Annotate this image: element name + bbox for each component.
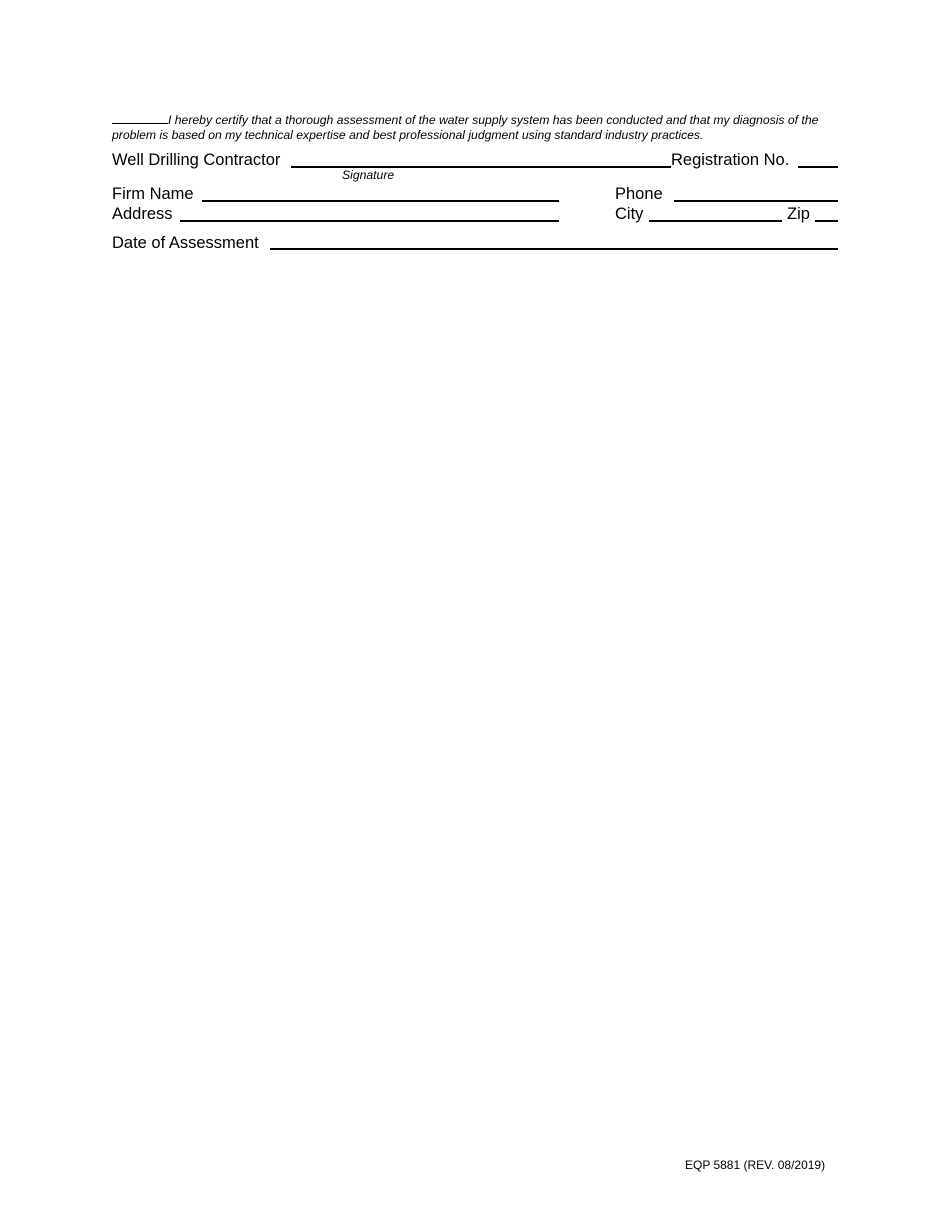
date-line[interactable] xyxy=(270,248,838,250)
city-label: City xyxy=(615,205,644,223)
city-line[interactable] xyxy=(649,220,782,222)
form-id: EQP 5881 (REV. 08/2019) xyxy=(685,1158,826,1172)
contractor-label: Well Drilling Contractor xyxy=(112,151,281,169)
phone-line[interactable] xyxy=(674,200,838,202)
firm-name-line[interactable] xyxy=(202,200,559,202)
firm-name-label: Firm Name xyxy=(112,185,194,203)
date-label: Date of Assessment xyxy=(112,234,259,252)
certification-statement xyxy=(112,111,840,143)
registration-label: Registration No. xyxy=(671,151,790,169)
zip-label: Zip xyxy=(787,205,810,223)
phone-label: Phone xyxy=(615,185,663,203)
address-line[interactable] xyxy=(180,220,559,222)
certification-line-1: I hereby certify that a thorough assessment of the water supply system has been conducted and that my diagnosis of the xyxy=(112,111,840,128)
address-label: Address xyxy=(112,205,173,223)
zip-line[interactable] xyxy=(815,220,838,222)
certification-initials-blank[interactable] xyxy=(112,111,168,124)
certification-line-2: problem is based on my technical expertise and best professional judgment using standard industry practices. xyxy=(112,128,704,142)
registration-number-line[interactable] xyxy=(798,166,838,168)
signature-caption: Signature xyxy=(342,168,395,182)
